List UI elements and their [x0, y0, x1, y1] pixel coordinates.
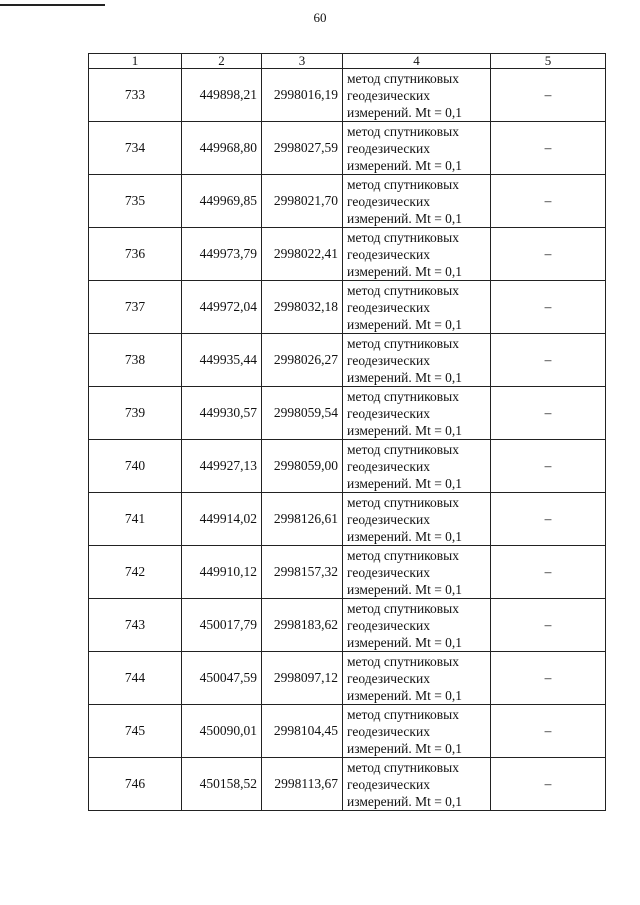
note-cell: – [491, 122, 606, 175]
method-line: измерений. Mt = 0,1 [347, 740, 463, 756]
method-line: измерений. Mt = 0,1 [347, 793, 463, 809]
method-line: метод спутниковых [347, 123, 459, 139]
y-coordinate-cell: 2998097,12 [262, 652, 343, 705]
method-line: геодезических [347, 776, 430, 792]
method-line: метод спутниковых [347, 494, 459, 510]
method-line: геодезических [347, 511, 430, 527]
method-line: метод спутниковых [347, 759, 459, 775]
point-number-cell: 741 [89, 493, 182, 546]
method-line: метод спутниковых [347, 388, 459, 404]
x-coordinate-cell: 449914,02 [182, 493, 262, 546]
y-coordinate-cell: 2998059,54 [262, 387, 343, 440]
y-coordinate-cell: 2998026,27 [262, 334, 343, 387]
point-number-cell: 737 [89, 281, 182, 334]
method-cell [343, 440, 491, 493]
table-row [89, 281, 606, 334]
coordinates-table [88, 53, 606, 811]
method-cell [343, 122, 491, 175]
column-header-1: 1 [89, 54, 182, 69]
table-row [89, 387, 606, 440]
note-cell: – [491, 758, 606, 811]
note-cell: – [491, 281, 606, 334]
note-cell: – [491, 334, 606, 387]
method-line: геодезических [347, 193, 430, 209]
header-row [89, 54, 606, 69]
method-line: метод спутниковых [347, 441, 459, 457]
method-line: метод спутниковых [347, 229, 459, 245]
table-row [89, 122, 606, 175]
point-number-cell: 742 [89, 546, 182, 599]
note-cell: – [491, 228, 606, 281]
point-number-cell: 736 [89, 228, 182, 281]
point-number-cell: 738 [89, 334, 182, 387]
y-coordinate-cell: 2998104,45 [262, 705, 343, 758]
table-row [89, 440, 606, 493]
method-line: метод спутниковых [347, 653, 459, 669]
x-coordinate-cell: 449898,21 [182, 69, 262, 122]
x-coordinate-cell: 449973,79 [182, 228, 262, 281]
x-coordinate-cell: 449935,44 [182, 334, 262, 387]
method-line: измерений. Mt = 0,1 [347, 210, 463, 226]
method-line: измерений. Mt = 0,1 [347, 104, 463, 120]
table-row [89, 69, 606, 122]
method-line: геодезических [347, 246, 430, 262]
y-coordinate-cell: 2998022,41 [262, 228, 343, 281]
point-number-cell: 733 [89, 69, 182, 122]
method-line: измерений. Mt = 0,1 [347, 634, 463, 650]
method-line: геодезических [347, 87, 430, 103]
method-cell [343, 387, 491, 440]
x-coordinate-cell: 450090,01 [182, 705, 262, 758]
method-line: геодезических [347, 617, 430, 633]
method-cell [343, 175, 491, 228]
method-line: измерений. Mt = 0,1 [347, 687, 463, 703]
x-coordinate-cell: 450017,79 [182, 599, 262, 652]
method-cell [343, 228, 491, 281]
y-coordinate-cell: 2998157,32 [262, 546, 343, 599]
table-body [89, 54, 606, 811]
method-cell [343, 758, 491, 811]
method-line: измерений. Mt = 0,1 [347, 157, 463, 173]
method-cell [343, 281, 491, 334]
column-header-4: 4 [343, 54, 491, 69]
method-cell [343, 69, 491, 122]
method-line: метод спутниковых [347, 706, 459, 722]
note-cell: – [491, 440, 606, 493]
x-coordinate-cell: 449972,04 [182, 281, 262, 334]
column-header-5: 5 [491, 54, 606, 69]
point-number-cell: 739 [89, 387, 182, 440]
method-line: геодезических [347, 140, 430, 156]
method-line: геодезических [347, 723, 430, 739]
method-line: метод спутниковых [347, 600, 459, 616]
x-coordinate-cell: 450047,59 [182, 652, 262, 705]
x-coordinate-cell: 449969,85 [182, 175, 262, 228]
point-number-cell: 740 [89, 440, 182, 493]
point-number-cell: 744 [89, 652, 182, 705]
note-cell: – [491, 652, 606, 705]
note-cell: – [491, 705, 606, 758]
method-line: измерений. Mt = 0,1 [347, 528, 463, 544]
note-cell: – [491, 599, 606, 652]
page-number: 60 [313, 10, 327, 25]
table-row [89, 758, 606, 811]
method-line: измерений. Mt = 0,1 [347, 316, 463, 332]
x-coordinate-cell: 449930,57 [182, 387, 262, 440]
table-row [89, 228, 606, 281]
top-rule [0, 4, 105, 6]
table-row [89, 599, 606, 652]
method-cell [343, 652, 491, 705]
x-coordinate-cell: 449910,12 [182, 546, 262, 599]
method-line: геодезических [347, 564, 430, 580]
y-coordinate-cell: 2998032,18 [262, 281, 343, 334]
method-cell [343, 599, 491, 652]
point-number-cell: 743 [89, 599, 182, 652]
point-number-cell: 735 [89, 175, 182, 228]
method-line: метод спутниковых [347, 176, 459, 192]
table-row [89, 705, 606, 758]
table-row [89, 334, 606, 387]
y-coordinate-cell: 2998027,59 [262, 122, 343, 175]
x-coordinate-cell: 449968,80 [182, 122, 262, 175]
method-line: геодезических [347, 299, 430, 315]
point-number-cell: 745 [89, 705, 182, 758]
x-coordinate-cell: 450158,52 [182, 758, 262, 811]
method-line: измерений. Mt = 0,1 [347, 475, 463, 491]
note-cell: – [491, 175, 606, 228]
table-row [89, 493, 606, 546]
y-coordinate-cell: 2998126,61 [262, 493, 343, 546]
point-number-cell: 746 [89, 758, 182, 811]
method-line: метод спутниковых [347, 335, 459, 351]
column-header-2: 2 [182, 54, 262, 69]
note-cell: – [491, 69, 606, 122]
y-coordinate-cell: 2998183,62 [262, 599, 343, 652]
note-cell: – [491, 546, 606, 599]
method-line: измерений. Mt = 0,1 [347, 422, 463, 438]
method-line: измерений. Mt = 0,1 [347, 581, 463, 597]
point-number-cell: 734 [89, 122, 182, 175]
method-cell [343, 705, 491, 758]
method-cell [343, 546, 491, 599]
y-coordinate-cell: 2998021,70 [262, 175, 343, 228]
method-line: геодезических [347, 352, 430, 368]
y-coordinate-cell: 2998016,19 [262, 69, 343, 122]
y-coordinate-cell: 2998113,67 [262, 758, 343, 811]
method-line: геодезических [347, 405, 430, 421]
method-cell [343, 334, 491, 387]
method-line: измерений. Mt = 0,1 [347, 369, 463, 385]
note-cell: – [491, 493, 606, 546]
y-coordinate-cell: 2998059,00 [262, 440, 343, 493]
x-coordinate-cell: 449927,13 [182, 440, 262, 493]
column-header-3: 3 [262, 54, 343, 69]
method-line: метод спутниковых [347, 70, 459, 86]
method-line: измерений. Mt = 0,1 [347, 263, 463, 279]
note-cell: – [491, 387, 606, 440]
method-line: метод спутниковых [347, 282, 459, 298]
method-cell [343, 493, 491, 546]
method-line: геодезических [347, 458, 430, 474]
table-row [89, 652, 606, 705]
method-line: геодезических [347, 670, 430, 686]
method-line: метод спутниковых [347, 547, 459, 563]
table-row [89, 546, 606, 599]
table-row [89, 175, 606, 228]
